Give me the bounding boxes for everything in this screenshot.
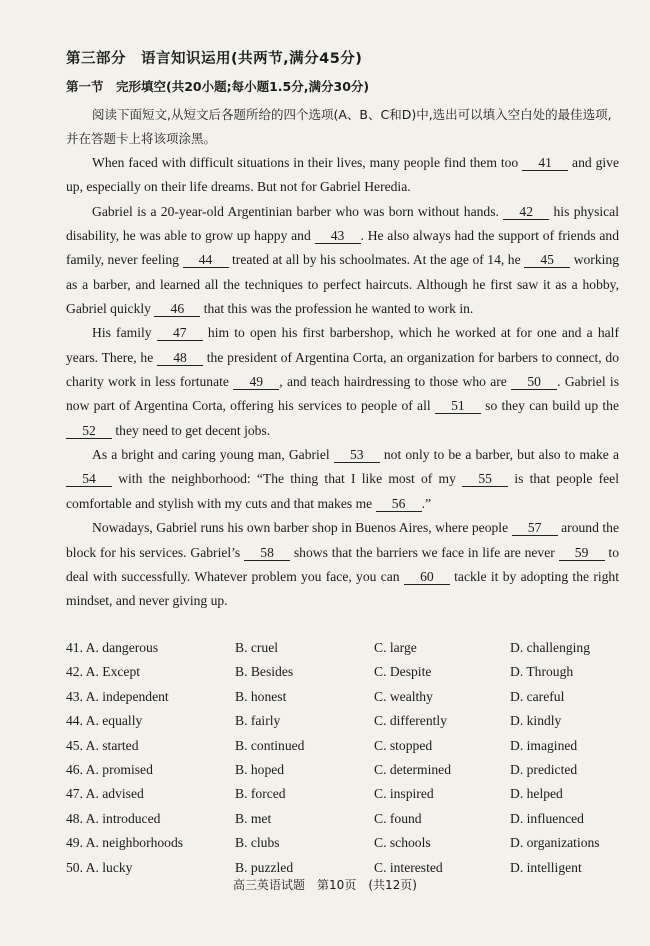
option-b: B. honest [235, 688, 287, 704]
instructions: 阅读下面短文,从短文后各题所给的四个选项(A、B、C和D)中,选出可以填入空白处的最佳选项,并在答题卡上将该项涂黑。 [66, 107, 612, 146]
question-number: 44. [66, 713, 83, 729]
option-b: B. continued [235, 737, 305, 753]
passage-text: When faced with difficult situations in their lives, many people find them too [92, 155, 523, 170]
blank-42: 42 [503, 205, 549, 220]
passage-text: , and teach hairdressing to those who are [279, 374, 512, 390]
passage-text: tackle it by adopting the right mindset, and never giving up. [66, 568, 619, 609]
option-question [66, 786, 144, 802]
passage-paragraph [66, 516, 619, 613]
blank-44: 44 [183, 253, 229, 268]
blank-54: 54 [66, 472, 112, 487]
passage-text: working as a barber, and learned all the techniques to perfect haircuts. Although he first saw it as a hobby, Gabriel quickly [66, 252, 620, 317]
option-b: B. fairly [235, 713, 281, 729]
passage-text: is that people feel comfortable and stylish with my cuts and that makes me [66, 471, 619, 511]
blank-57: 57 [512, 521, 558, 536]
option-c: C. schools [374, 835, 431, 851]
option-question [66, 664, 140, 680]
blank-45: 45 [524, 253, 570, 268]
blank-47: 47 [157, 326, 203, 341]
option-question [66, 860, 132, 876]
page-footer: 高三英语试题 第10页 (共12页) [233, 878, 417, 892]
blank-49: 49 [233, 375, 279, 390]
option-a: A. dangerous [85, 640, 159, 655]
option-question [66, 762, 153, 778]
passage-text: . Gabriel is now part of Argentina Corta, offering his services to people of all [66, 374, 620, 414]
passage-text: As a bright and caring young man, Gabriel [92, 447, 334, 463]
passage-text: and give up, especially on their life dreams. But not for Gabriel Heredia. [66, 155, 619, 195]
option-row [66, 831, 626, 855]
passage-text: his physical disability, he was able to grow up happy and [66, 203, 619, 244]
question-number: 41. [66, 640, 83, 655]
option-b: B. cruel [235, 640, 279, 655]
passage-paragraph [66, 321, 619, 443]
option-c: C. wealthy [374, 688, 433, 704]
option-a: A. lucky [85, 859, 133, 875]
blank-50: 50 [511, 375, 557, 390]
option-b: B. hoped [235, 761, 285, 777]
option-c: C. determined [374, 761, 452, 777]
blank-52: 52 [66, 424, 112, 439]
blank-51: 51 [435, 399, 481, 414]
blank-55: 55 [462, 472, 508, 487]
option-c: C. interested [374, 859, 443, 875]
option-c: C. found [374, 810, 422, 826]
blank-53: 53 [334, 448, 380, 463]
option-a: A. Except [85, 664, 141, 680]
option-b: B. forced [235, 786, 286, 802]
cloze-passage [66, 151, 619, 614]
option-a: A. introduced [85, 810, 161, 826]
option-a: A. promised [85, 761, 153, 777]
option-c: C. inspired [374, 786, 434, 802]
option-d: D. imagined [510, 737, 578, 753]
option-d: D. challenging [510, 640, 591, 655]
section-title: 第一节 完形填空(共20小题;每小题1.5分,满分30分) [66, 79, 370, 94]
option-d: D. careful [510, 688, 565, 704]
passage-text: shows that the barriers we face in life are never [290, 544, 559, 560]
passage-paragraph [66, 200, 619, 322]
option-a: A. equally [85, 713, 143, 729]
question-number: 49. [66, 835, 83, 851]
option-question [66, 811, 160, 827]
passage-paragraph [66, 151, 619, 200]
option-d: D. predicted [510, 761, 578, 777]
option-row [66, 660, 626, 684]
option-a: A. advised [85, 786, 144, 802]
passage-text: Gabriel is a 20-year-old Argentinian barber who was born without hands. [92, 203, 504, 219]
passage-text: .” [421, 495, 432, 511]
passage-text: not only to be a barber, but also to make a [379, 447, 619, 463]
option-d: D. intelligent [510, 859, 582, 875]
option-a: A. started [85, 737, 139, 753]
option-question [66, 640, 158, 656]
option-c: C. differently [374, 713, 447, 729]
question-number: 43. [66, 688, 83, 704]
passage-text: to deal with successfully. Whatever problem you face, you can [66, 544, 619, 584]
question-number: 45. [66, 737, 83, 753]
option-row [66, 758, 626, 782]
option-d: D. Through [510, 664, 574, 680]
option-row [66, 636, 626, 660]
option-row [66, 685, 626, 709]
passage-text: him to open his first barbershop, which he worked at for one and a half years. There, he [66, 325, 619, 365]
option-c: C. Despite [374, 664, 432, 680]
option-question [66, 835, 183, 851]
question-number: 50. [66, 859, 83, 875]
blank-41: 41 [522, 156, 568, 171]
passage-text: around the block for his services. Gabriel’s [66, 520, 619, 560]
question-number: 47. [66, 786, 83, 802]
blank-60: 60 [404, 570, 450, 585]
question-number: 48. [66, 810, 83, 826]
passage-text: that this was the profession he wanted to work in. [200, 301, 474, 317]
question-number: 42. [66, 664, 83, 680]
option-question [66, 738, 139, 754]
option-b: B. met [235, 810, 272, 826]
passage-paragraph [66, 443, 619, 516]
passage-text: treated at all by his schoolmates. At the age of 14, he [228, 252, 525, 268]
option-row [66, 782, 626, 806]
option-question [66, 713, 142, 729]
blank-43: 43 [315, 229, 361, 244]
blank-59: 59 [559, 546, 605, 561]
passage-text: they need to get decent jobs. [112, 422, 271, 438]
passage-text: . He also always had the support of friends and family, never feeling [66, 228, 619, 268]
option-c: C. stopped [374, 737, 433, 753]
option-b: B. clubs [235, 835, 280, 851]
option-d: D. organizations [510, 835, 600, 851]
blank-58: 58 [244, 546, 290, 561]
option-row [66, 734, 626, 758]
blank-56: 56 [376, 497, 422, 512]
option-c: C. large [374, 640, 417, 655]
passage-text: so they can build up the [480, 398, 619, 414]
option-b: B. puzzled [235, 859, 294, 875]
passage-text: with the neighborhood: “The thing that I like most of my [112, 471, 463, 487]
passage-text: Nowadays, Gabriel runs his own barber shop in Buenos Aires, where people [92, 520, 512, 536]
option-a: A. neighborhoods [85, 835, 184, 851]
passage-text: His family [92, 325, 157, 341]
option-row [66, 709, 626, 733]
option-d: D. influenced [510, 810, 584, 826]
option-d: D. kindly [510, 713, 562, 729]
option-a: A. independent [85, 688, 169, 704]
option-d: D. helped [510, 786, 563, 802]
answer-options [66, 636, 626, 880]
passage-text: the president of Argentina Corta, an organization for barbers to connect, do charity work in less fortunate [66, 349, 620, 390]
part-title: 第三部分 语言知识运用(共两节,满分45分) [66, 51, 363, 67]
option-row [66, 807, 626, 831]
blank-48: 48 [157, 351, 203, 366]
blank-46: 46 [154, 302, 200, 317]
option-question [66, 689, 169, 705]
option-b: B. Besides [235, 664, 294, 680]
question-number: 46. [66, 761, 83, 777]
